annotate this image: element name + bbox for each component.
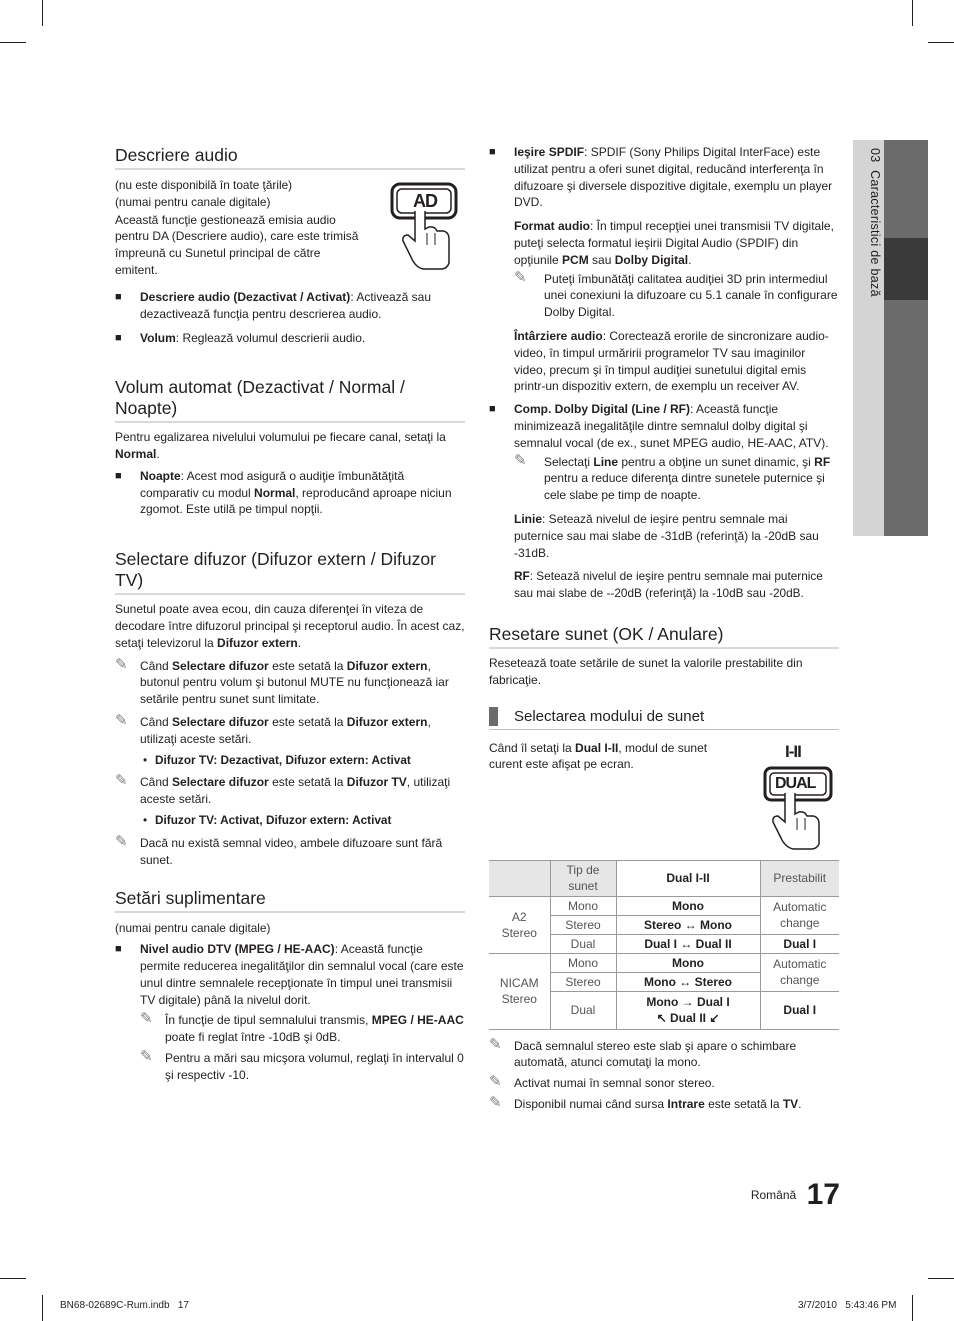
paragraph: Pentru egalizarea nivelului volumului pe fiecare canal, setaţi la Normal. bbox=[115, 430, 446, 461]
pencil-note-icon: ✎ bbox=[489, 1093, 502, 1111]
square-bullet-icon: ■ bbox=[489, 403, 496, 416]
pencil-note-icon: ✎ bbox=[115, 772, 128, 790]
note: ✎ Când Selectare difuzor este setată la Difuzor extern, utilizaţi aceste setări. bbox=[115, 711, 431, 746]
table-header: Prestabilit bbox=[760, 860, 839, 896]
crop-mark bbox=[0, 42, 26, 43]
paragraph: Resetează toate setările de sunet la valorile prestabilite din fabricaţie. bbox=[489, 655, 803, 687]
pencil-note-icon: ✎ bbox=[489, 1035, 502, 1053]
subsection-bar bbox=[489, 707, 498, 726]
square-bullet-icon: ■ bbox=[115, 943, 122, 956]
table-cell: Dual I bbox=[760, 934, 839, 953]
table-cell: Dual bbox=[550, 991, 616, 1029]
pencil-note-icon: ✎ bbox=[489, 1073, 502, 1091]
note: ✎ Dacă nu există semnal video, ambele difuzoare sunt fără sunet. bbox=[115, 832, 443, 867]
square-bullet-icon: ■ bbox=[115, 332, 122, 345]
crop-mark bbox=[0, 1278, 26, 1279]
print-filename: BN68-02689C-Rum.indb 17 bbox=[60, 1300, 189, 1311]
pencil-note-icon: ✎ bbox=[140, 1010, 153, 1028]
section-title: Setări suplimentare bbox=[115, 888, 465, 913]
section-title: Volum automat (Dezactivat / Normal / Noapte) bbox=[115, 377, 465, 423]
left-column bbox=[115, 145, 465, 1083]
print-timestamp: 3/7/2010 5:43:46 PM bbox=[798, 1300, 897, 1311]
sub-bullet: • Difuzor TV: Activat, Difuzor extern: Activat bbox=[143, 812, 392, 827]
pencil-note-icon: ✎ bbox=[514, 451, 527, 469]
table-cell: Stereo bbox=[550, 915, 616, 934]
pencil-note-icon: ✎ bbox=[115, 832, 128, 850]
table-cell: Automatic change bbox=[760, 953, 839, 991]
table-cell: Stereo ↔ Mono bbox=[616, 915, 760, 934]
note: (numai pentru canale digitale) bbox=[115, 921, 271, 936]
note: (nu este disponibilă în toate ţările) bbox=[115, 178, 293, 192]
paragraph: Această funcţie gestionează emisia audio pentru DA (Descriere audio), care este trimisă împreună cu Sunetul principal de către emitent. bbox=[115, 212, 359, 277]
note: ✎ În funcţie de tipul semnalului transmis, MPEG / HE-AAC poate fi reglat între -10dB şi 0dB. bbox=[140, 1010, 464, 1045]
chapter-label: 03 Caracteristici de bază bbox=[868, 148, 882, 297]
table-cell: Mono bbox=[550, 896, 616, 915]
table-group-label: A2 Stereo bbox=[489, 896, 550, 953]
crop-mark bbox=[912, 1295, 913, 1321]
table-cell: Stereo bbox=[550, 972, 616, 991]
pencil-note-icon: ✎ bbox=[140, 1047, 153, 1065]
section-title: Descriere audio bbox=[115, 145, 465, 170]
note: ✎ Când Selectare difuzor este setată la Difuzor extern, butonul pentru volum şi butonul MUTE nu funcţionează iar setările pentru sunet sunt limitate. bbox=[115, 655, 449, 707]
crop-mark bbox=[928, 1278, 954, 1279]
table-corner bbox=[489, 860, 550, 896]
table-cell: Mono bbox=[616, 953, 760, 972]
sub-bullet: • Difuzor TV: Dezactivat, Difuzor extern: Activat bbox=[143, 752, 411, 767]
table-header: Tip de sunet bbox=[550, 860, 616, 896]
page-number: 17 bbox=[806, 1178, 840, 1211]
side-tab-marker-active bbox=[884, 238, 928, 300]
table-cell: Mono bbox=[616, 896, 760, 915]
crop-mark bbox=[42, 0, 43, 26]
paragraph: Linie: Setează nivelul de ieşire pentru semnale mai puternice sau mai slabe de -31dB (referinţă) la -20dB sau -31dB. bbox=[514, 511, 819, 560]
table-cell: Dual bbox=[550, 934, 616, 953]
table-group-label: NICAM Stereo bbox=[489, 953, 550, 1029]
square-bullet-icon: ■ bbox=[489, 146, 496, 158]
crop-mark bbox=[912, 0, 913, 26]
note: (numai pentru canale digitale) bbox=[115, 194, 271, 209]
paragraph: Sunetul poate avea ecou, din cauza diferenţei în viteza de decodare între difuzorul principal şi receptorul audio. În acest caz, setaţi televizorul la Difuzor extern. bbox=[115, 602, 465, 650]
side-tab-marker bbox=[884, 300, 928, 536]
crop-mark bbox=[42, 1295, 43, 1321]
language-label: Română bbox=[750, 1188, 797, 1202]
pencil-note-icon: ✎ bbox=[115, 711, 128, 729]
table-cell: Automatic change bbox=[760, 896, 839, 934]
square-bullet-icon: ■ bbox=[115, 290, 122, 303]
table-header: Dual I-II bbox=[616, 860, 760, 896]
pencil-note-icon: ✎ bbox=[115, 655, 128, 673]
table-cell: Mono bbox=[550, 953, 616, 972]
subsection-title: Selectarea modului de sunet bbox=[489, 707, 839, 730]
remote-dual-top-label: I-II bbox=[785, 741, 801, 761]
crop-mark bbox=[928, 42, 954, 43]
note: ✎ Selectaţi Line pentru a obţine un sunet dinamic, şi RF pentru a reduce diferenţa dintre sunetele puternice şi cele slabe pe timp de noapte. bbox=[514, 451, 831, 503]
note: ✎ Activat numai în semnal sonor stereo. bbox=[489, 1073, 715, 1091]
remote-dual-label: DUAL bbox=[775, 774, 816, 792]
remote-ad-label: AD bbox=[413, 191, 437, 211]
paragraph: Întârziere audio: Corectează erorile de sincronizare audio-video, în timpul urmăririi programelor TV sau imaginilor video, precum şi în timpul audiţiei sunetului digital emis printr-un dispozitiv extern, de exemplu un receiver AV. bbox=[514, 328, 829, 394]
square-bullet-icon: ■ bbox=[115, 469, 122, 482]
section-title: Resetare sunet (OK / Anulare) bbox=[489, 624, 839, 649]
remote-dual-illustration bbox=[761, 742, 837, 850]
list-item: ■ Ieşire SPDIF: SPDIF (Sony Philips Digital InterFace) este utilizat pentru a oferi sunet digital, reducând interferenţa în difuzoare şi diversele dispozitive digitale, exemplu un player DVD. bbox=[489, 145, 833, 210]
list-item: ■ Nivel audio DTV (MPEG / HE-AAC): Această funcţie permite reducerea inegalităţilor din semnalul vocal (care este unul dintre semnalele recepţionate în timpul unei transmisii TV digitale) până la nivelul dorit. bbox=[115, 942, 464, 1007]
list-item: ■ Descriere audio (Dezactivat / Activat): Activează sau dezactivează funcţia pentru descrierea audio. bbox=[115, 289, 432, 321]
list-item: ■ Volum: Reglează volumul descrierii audio. bbox=[115, 331, 366, 346]
list-item: ■ Noapte: Acest mod asigură o audiţie îmbunătăţită comparativ cu modul Normal, reproducând aproape niciun zgomot. Este utilă pe timpul nopţii. bbox=[115, 468, 452, 517]
table-cell: Dual I bbox=[760, 991, 839, 1029]
table-cell: Dual I ↔ Dual II bbox=[616, 934, 760, 953]
note: ✎ Puteţi îmbunătăţi calitatea audiţiei 3D prin intermediul unei conexiuni la difuzoare cu 5.1 canale în configurare Dolby Digital. bbox=[514, 268, 838, 320]
note: ✎ Când Selectare difuzor este setată la Difuzor TV, utilizaţi aceste setări. bbox=[115, 772, 451, 807]
note: ✎ Dacă semnalul stereo este slab şi apare o schimbare automată, atunci comutaţi la mono. bbox=[489, 1035, 797, 1070]
side-tab-marker bbox=[884, 140, 928, 238]
table-cell: Mono ↔ Stereo bbox=[616, 972, 760, 991]
remote-ad-illustration bbox=[389, 181, 461, 271]
list-item: ■ Comp. Dolby Digital (Line / RF): Această funcţie minimizează inegalităţile dintre semnalul dolby digital şi semnalul vocal (de ex., sunet MPEG audio, HE-AAC, ATV). bbox=[489, 402, 829, 450]
pencil-note-icon: ✎ bbox=[514, 268, 527, 286]
right-column bbox=[489, 144, 839, 1113]
paragraph: Format audio: În timpul recepţiei unei transmisii TV digitale, puteţi selecta formatul ieşirii Digital Audio (SPDIF) din opţiunile PCM sau Dolby Digital. bbox=[514, 219, 834, 267]
note: ✎ Disponibil numai când sursa Intrare este setată la TV. bbox=[489, 1093, 802, 1111]
note: ✎ Pentru a mări sau micşora volumul, reglaţi în intervalul 0 şi respectiv -10. bbox=[140, 1047, 464, 1082]
section-title: Selectare difuzor (Difuzor extern / Difuzor TV) bbox=[115, 549, 465, 595]
paragraph: RF: Setează nivelul de ieşire pentru semnale mai puternice sau mai slabe de --20dB (referinţă) la -10dB sau -20dB. bbox=[514, 569, 823, 601]
sound-mode-table bbox=[489, 860, 839, 1030]
table-cell: Mono → Dual I ↖ Dual II ↙ bbox=[616, 991, 760, 1029]
page-footer bbox=[700, 1178, 840, 1214]
paragraph: Când îl setaţi la Dual I-II, modul de sunet curent este afişat pe ecran. bbox=[489, 740, 708, 772]
